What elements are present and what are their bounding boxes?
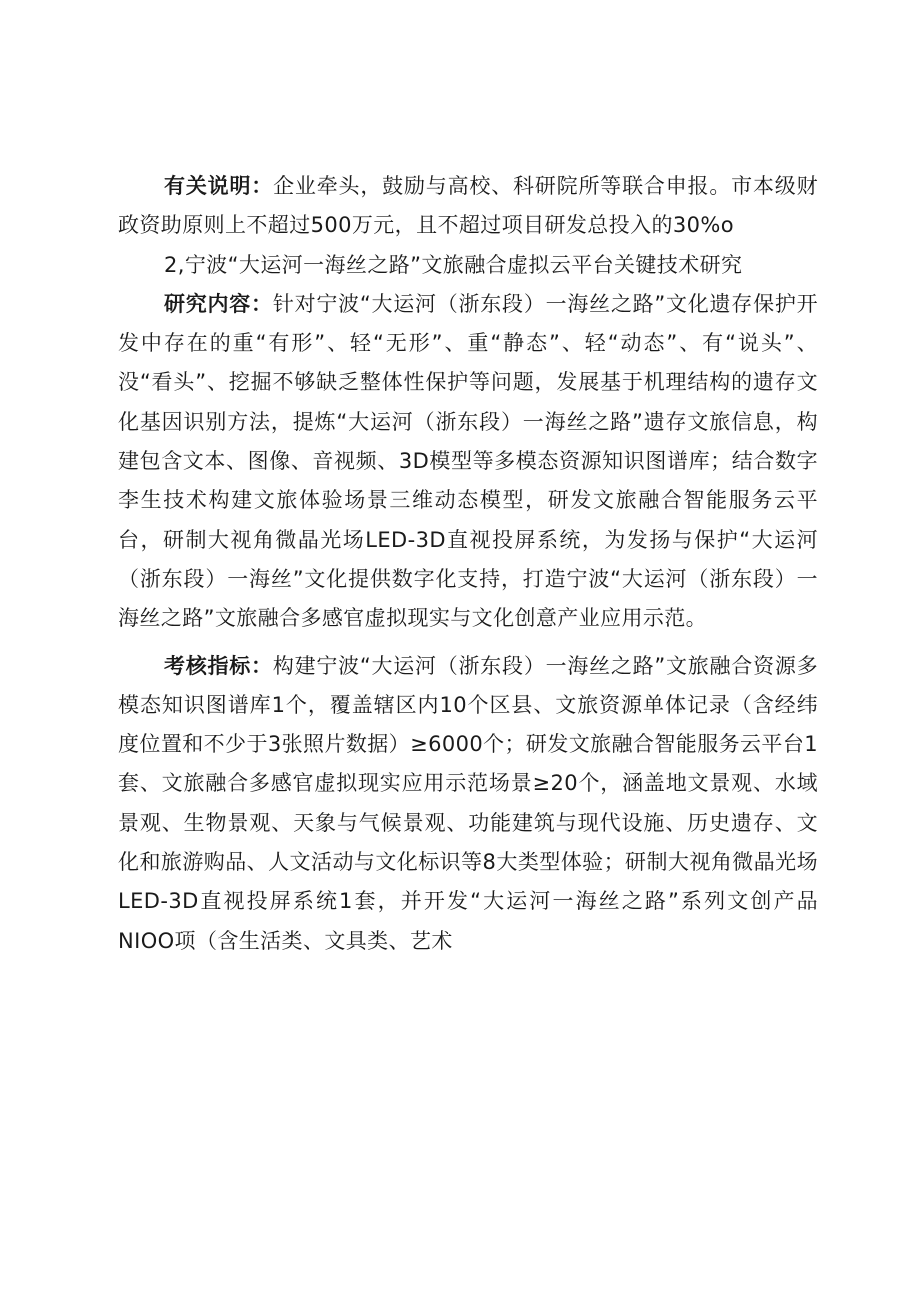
- funding-note-label: 有关说明：: [164, 174, 274, 198]
- assessment-text: 构建宁波“大运河（浙东段）一海丝之路”文旅融合资源多模态知识图谱库1个，覆盖辖区内10个区县、文旅资源单体记录（含经纬度位置和不少于3张照片数据）≥6000个；研发文旅融合智能服务云平台1套、文旅融合多感官虚拟现实应用示范场景≥20个，涵盖地文景观、水域景观、生物景观、天象与气候景观、功能建筑与现代设施、历史遗存、文化和旅游购品、人文活动与文化标识等8大类型体验；研制大视角微晶光场LED-3D直视投屏系统1套，并开发“大运河一海丝之路”系列文创产品NIOO项（含生活类、文具类、艺术: [118, 653, 818, 953]
- research-content-label: 研究内容：: [164, 291, 273, 316]
- funding-note-paragraph: [118, 167, 818, 246]
- project-title: 2,宁波“大运河一海丝之路”文旅融合虚拟云平台关键技术研究: [164, 252, 743, 277]
- research-content-paragraph: [118, 285, 818, 639]
- research-content-text: 针对宁波“大运河（浙东段）一海丝之路”文化遗存保护开发中存在的重“有形”、轻“无形”、重“静态”、轻“动态”、有“说头”、没“看头”、挖掘不够缺乏整体性保护等问题，发展基于机理结构的遗存文化基因识别方法，提炼“大运河（浙东段）一海丝之路”遗存文旅信息，构建包含文本、图像、音视频、3D模型等多模态资源知识图谱库；结合数字李生技术构建文旅体验场景三维动态模型，研发文旅融合智能服务云平台，研制大视角微晶光场LED-3D直视投屏系统，为发扬与保护“大运河（浙东段）一海丝”文化提供数字化支持，打造宁波“大运河（浙东段）一海丝之路”文旅融合多感官虚拟现实与文化创意产业应用示范。: [118, 291, 818, 631]
- document-body: [118, 167, 818, 961]
- assessment-label: 考核指标：: [164, 653, 273, 678]
- assessment-paragraph: [118, 647, 818, 961]
- funding-note-text: 企业牵头，鼓励与高校、科研院所等联合申报。市本级财政资助原则上不超过500万元，且不超过项目研发总投入的30%o: [118, 174, 819, 238]
